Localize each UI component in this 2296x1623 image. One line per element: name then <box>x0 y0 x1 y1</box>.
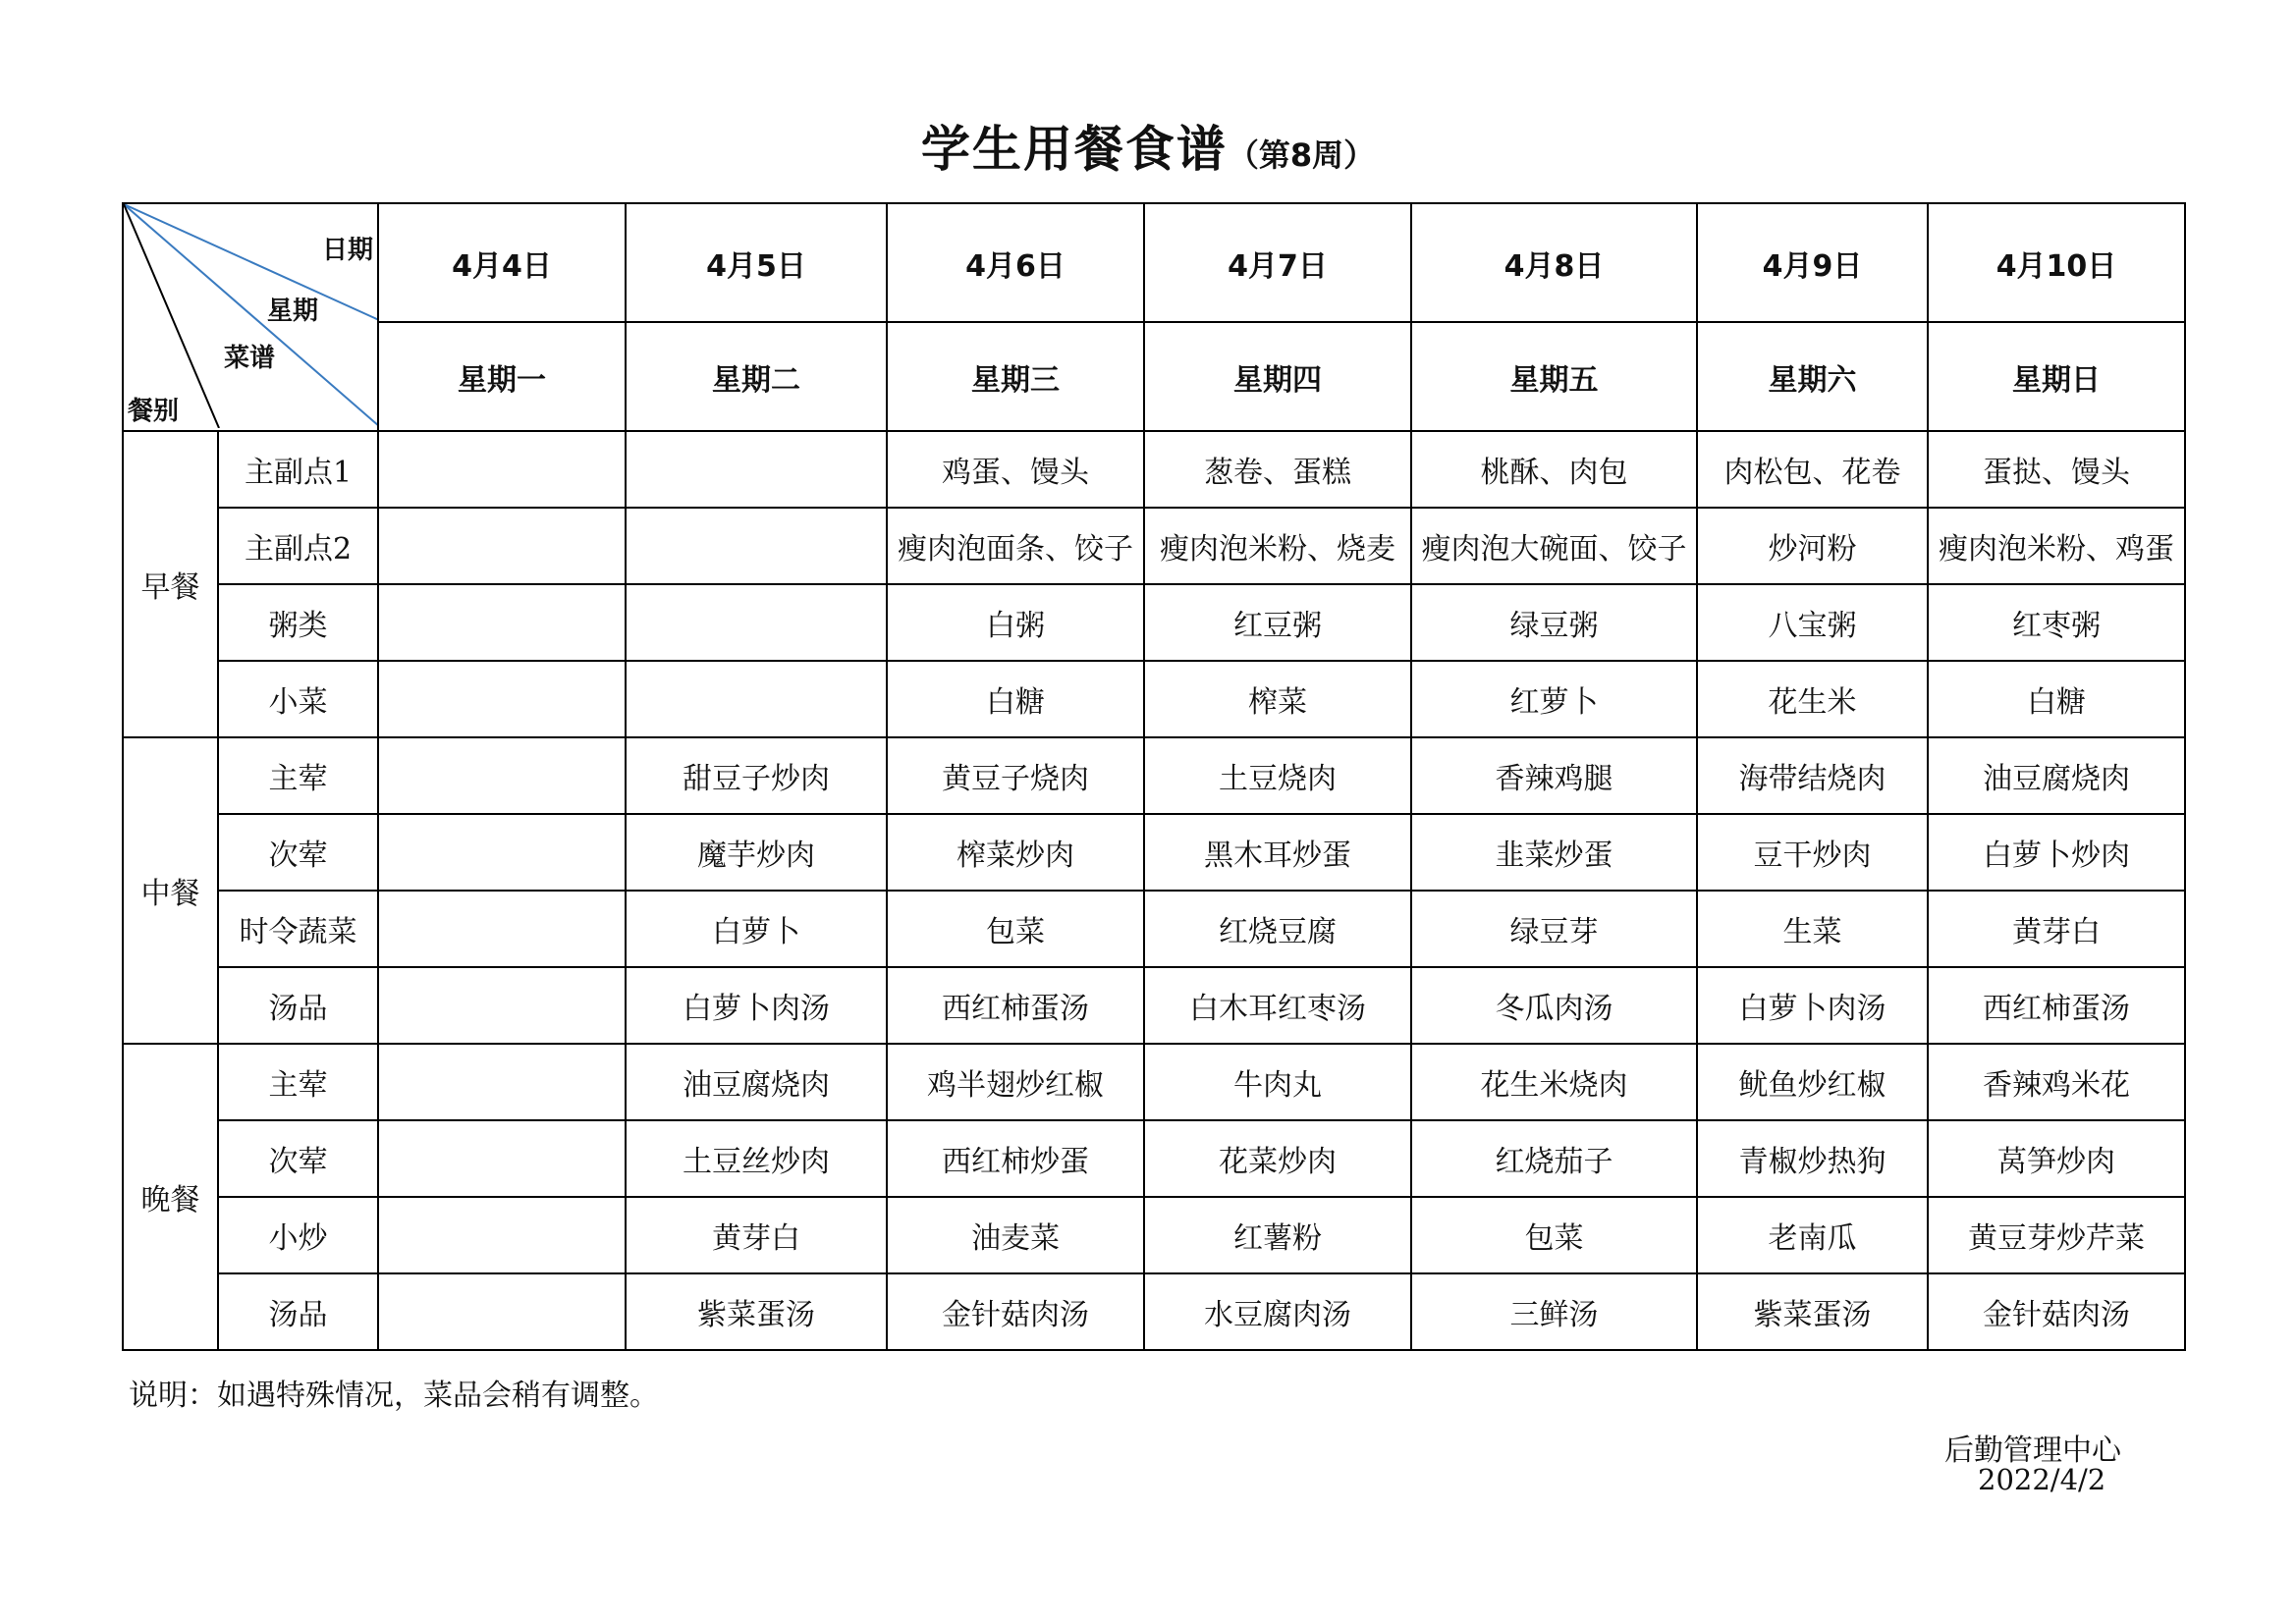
dish-cell: 葱卷、蛋糕 <box>1144 431 1411 508</box>
dish-cell: 肉松包、花卷 <box>1697 431 1928 508</box>
footer-department: 后勤管理中心 <box>1944 1434 2121 1468</box>
category-cell: 小菜 <box>218 661 378 737</box>
category-cell: 时令蔬菜 <box>218 891 378 967</box>
weekday-header-cell: 星期二 <box>626 322 887 431</box>
date-header-row <box>123 203 2185 322</box>
dish-cell: 金针菇肉汤 <box>1928 1273 2185 1350</box>
dish-cell: 绿豆芽 <box>1411 891 1697 967</box>
menu-row <box>123 1044 2185 1120</box>
menu-row <box>123 737 2185 814</box>
dish-cell <box>378 1044 626 1120</box>
dish-cell: 鸡蛋、馒头 <box>887 431 1144 508</box>
dish-cell: 白糖 <box>887 661 1144 737</box>
weekday-header-cell: 星期一 <box>378 322 626 431</box>
dish-cell: 白萝卜肉汤 <box>1697 967 1928 1044</box>
dish-cell <box>378 1197 626 1273</box>
category-cell: 主荤 <box>218 737 378 814</box>
dish-cell: 黄豆子烧肉 <box>887 737 1144 814</box>
category-cell: 主副点1 <box>218 431 378 508</box>
footer-date: 2022/4/2 <box>1978 1463 2106 1496</box>
dish-cell: 桃酥、肉包 <box>1411 431 1697 508</box>
dish-cell: 土豆烧肉 <box>1144 737 1411 814</box>
title-week: （第8周） <box>1227 136 1376 174</box>
dish-cell: 榨菜 <box>1144 661 1411 737</box>
dish-cell: 甜豆子炒肉 <box>626 737 887 814</box>
meal-name-cell: 早餐 <box>123 431 218 737</box>
page-title <box>0 110 2296 181</box>
dish-cell: 蛋挞、馒头 <box>1928 431 2185 508</box>
dish-cell: 鱿鱼炒红椒 <box>1697 1044 1928 1120</box>
date-header-cell: 4月10日 <box>1928 203 2185 322</box>
dish-cell: 花生米烧肉 <box>1411 1044 1697 1120</box>
dish-cell: 白萝卜肉汤 <box>626 967 887 1044</box>
dish-cell: 紫菜蛋汤 <box>626 1273 887 1350</box>
dish-cell: 白木耳红枣汤 <box>1144 967 1411 1044</box>
menu-row <box>123 891 2185 967</box>
dish-cell: 黄豆芽炒芹菜 <box>1928 1197 2185 1273</box>
dish-cell: 豆干炒肉 <box>1697 814 1928 891</box>
dish-cell: 瘦肉泡米粉、鸡蛋 <box>1928 508 2185 584</box>
dish-cell: 紫菜蛋汤 <box>1697 1273 1928 1350</box>
dish-cell: 炒河粉 <box>1697 508 1928 584</box>
dish-cell <box>378 431 626 508</box>
menu-row <box>123 967 2185 1044</box>
menu-row <box>123 1273 2185 1350</box>
dish-cell: 三鲜汤 <box>1411 1273 1697 1350</box>
dish-cell <box>626 584 887 661</box>
menu-table <box>122 202 2186 1351</box>
dish-cell: 老南瓜 <box>1697 1197 1928 1273</box>
category-cell: 粥类 <box>218 584 378 661</box>
dish-cell: 瘦肉泡大碗面、饺子 <box>1411 508 1697 584</box>
dish-cell: 土豆丝炒肉 <box>626 1120 887 1197</box>
dish-cell: 油豆腐烧肉 <box>626 1044 887 1120</box>
menu-row <box>123 661 2185 737</box>
dish-cell <box>378 508 626 584</box>
dish-cell: 红萝卜 <box>1411 661 1697 737</box>
date-header-cell: 4月4日 <box>378 203 626 322</box>
dish-cell: 香辣鸡腿 <box>1411 737 1697 814</box>
category-cell: 次荤 <box>218 1120 378 1197</box>
dish-cell <box>378 1120 626 1197</box>
dish-cell: 金针菇肉汤 <box>887 1273 1144 1350</box>
dish-cell: 榨菜炒肉 <box>887 814 1144 891</box>
dish-cell: 牛肉丸 <box>1144 1044 1411 1120</box>
dish-cell <box>626 431 887 508</box>
menu-row <box>123 508 2185 584</box>
date-header-cell: 4月7日 <box>1144 203 1411 322</box>
weekday-header-cell: 星期四 <box>1144 322 1411 431</box>
dish-cell: 生菜 <box>1697 891 1928 967</box>
category-cell: 小炒 <box>218 1197 378 1273</box>
corner-header-cell <box>123 203 378 431</box>
dish-cell: 香辣鸡米花 <box>1928 1044 2185 1120</box>
date-header-cell: 4月8日 <box>1411 203 1697 322</box>
menu-row <box>123 814 2185 891</box>
dish-cell: 黄芽白 <box>626 1197 887 1273</box>
dish-cell: 韭菜炒蛋 <box>1411 814 1697 891</box>
dish-cell: 红烧豆腐 <box>1144 891 1411 967</box>
weekday-header-cell: 星期日 <box>1928 322 2185 431</box>
dish-cell: 鸡半翅炒红椒 <box>887 1044 1144 1120</box>
dish-cell: 海带结烧肉 <box>1697 737 1928 814</box>
dish-cell: 白萝卜炒肉 <box>1928 814 2185 891</box>
category-cell: 次荤 <box>218 814 378 891</box>
dish-cell: 黑木耳炒蛋 <box>1144 814 1411 891</box>
category-cell: 汤品 <box>218 967 378 1044</box>
dish-cell: 魔芋炒肉 <box>626 814 887 891</box>
corner-meal-label: 餐别 <box>128 397 180 426</box>
category-cell: 汤品 <box>218 1273 378 1350</box>
dish-cell: 包菜 <box>887 891 1144 967</box>
corner-week-label: 星期 <box>267 297 319 326</box>
dish-cell: 油豆腐烧肉 <box>1928 737 2185 814</box>
dish-cell <box>378 814 626 891</box>
dish-cell: 冬瓜肉汤 <box>1411 967 1697 1044</box>
dish-cell <box>378 891 626 967</box>
menu-row <box>123 584 2185 661</box>
dish-cell: 花菜炒肉 <box>1144 1120 1411 1197</box>
dish-cell <box>378 967 626 1044</box>
category-cell: 主副点2 <box>218 508 378 584</box>
date-header-cell: 4月5日 <box>626 203 887 322</box>
weekday-header-cell: 星期三 <box>887 322 1144 431</box>
corner-date-label: 日期 <box>321 236 373 265</box>
dish-cell: 瘦肉泡面条、饺子 <box>887 508 1144 584</box>
dish-cell: 莴笋炒肉 <box>1928 1120 2185 1197</box>
dish-cell: 油麦菜 <box>887 1197 1144 1273</box>
dish-cell: 花生米 <box>1697 661 1928 737</box>
meal-name-cell: 晚餐 <box>123 1044 218 1350</box>
dish-cell: 白粥 <box>887 584 1144 661</box>
dish-cell <box>378 1273 626 1350</box>
note-text: 说明：如遇特殊情况，菜品会稍有调整。 <box>129 1379 659 1413</box>
corner-dish-label: 菜谱 <box>224 344 276 373</box>
menu-row <box>123 1120 2185 1197</box>
date-header-cell: 4月6日 <box>887 203 1144 322</box>
dish-cell: 绿豆粥 <box>1411 584 1697 661</box>
dish-cell: 青椒炒热狗 <box>1697 1120 1928 1197</box>
dish-cell: 瘦肉泡米粉、烧麦 <box>1144 508 1411 584</box>
dish-cell: 西红柿炒蛋 <box>887 1120 1144 1197</box>
dish-cell: 水豆腐肉汤 <box>1144 1273 1411 1350</box>
date-header-cell: 4月9日 <box>1697 203 1928 322</box>
dish-cell <box>378 661 626 737</box>
title-main: 学生用餐食谱 <box>920 121 1228 178</box>
dish-cell: 红烧茄子 <box>1411 1120 1697 1197</box>
dish-cell <box>378 584 626 661</box>
category-cell: 主荤 <box>218 1044 378 1120</box>
dish-cell <box>626 508 887 584</box>
dish-cell <box>378 737 626 814</box>
dish-cell: 白糖 <box>1928 661 2185 737</box>
dish-cell: 红枣粥 <box>1928 584 2185 661</box>
weekday-header-cell: 星期五 <box>1411 322 1697 431</box>
dish-cell: 八宝粥 <box>1697 584 1928 661</box>
menu-row <box>123 1197 2185 1273</box>
dish-cell: 黄芽白 <box>1928 891 2185 967</box>
dish-cell: 西红柿蛋汤 <box>887 967 1144 1044</box>
dish-cell: 红薯粉 <box>1144 1197 1411 1273</box>
dish-cell <box>626 661 887 737</box>
weekday-header-row <box>123 322 2185 431</box>
meal-name-cell: 中餐 <box>123 737 218 1044</box>
weekday-header-cell: 星期六 <box>1697 322 1928 431</box>
dish-cell: 红豆粥 <box>1144 584 1411 661</box>
dish-cell: 白萝卜 <box>626 891 887 967</box>
dish-cell: 西红柿蛋汤 <box>1928 967 2185 1044</box>
menu-row <box>123 431 2185 508</box>
dish-cell: 包菜 <box>1411 1197 1697 1273</box>
